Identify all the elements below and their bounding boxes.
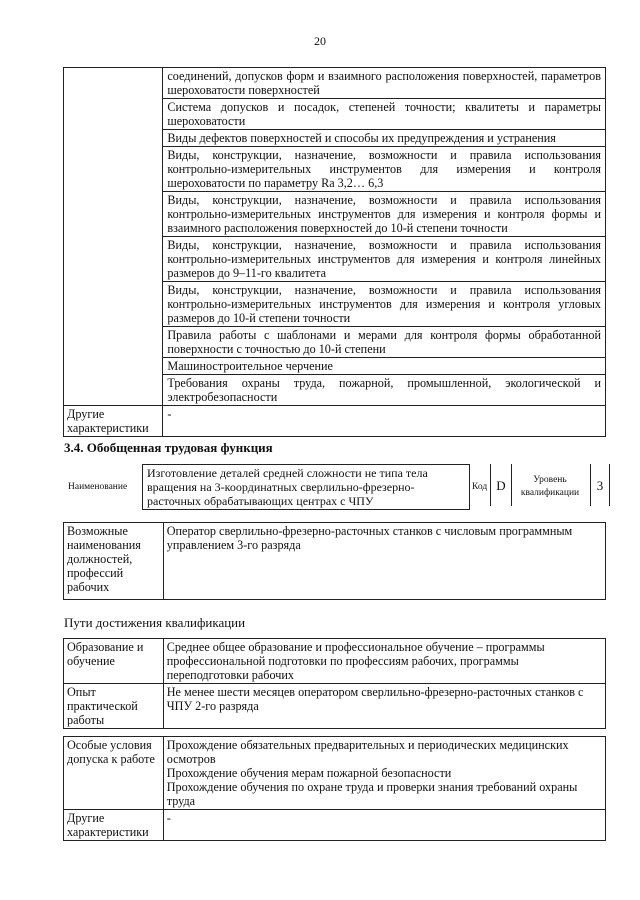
function-name-value: Изготовление деталей средней сложности не типа тела вращения на 3-координатных сверлильно-фрезерно-расточных обрабатывающих центрах с ЧПУ xyxy=(142,464,470,510)
knowledge-item: Требования охраны труда, пожарной, промышленной, экологической и электробезопасности xyxy=(163,375,606,406)
access-item: Прохождение обучения по охране труда и проверки знания требований охраны труда xyxy=(166,780,578,808)
other-characteristics-label: Другие характеристики xyxy=(64,406,163,437)
access-other-label: Другие характеристики xyxy=(64,810,164,841)
empty-label-cell xyxy=(64,68,163,406)
positions-table xyxy=(63,522,606,600)
access-label: Особые условия допуска к работе xyxy=(64,737,164,810)
code-value: D xyxy=(490,464,512,506)
function-header-row xyxy=(64,464,610,508)
page-number: 20 xyxy=(314,34,326,48)
knowledge-item: Виды, конструкции, назначение, возможности и правила использования контрольно-измерительных инструментов для измерения и контроля формы и взаимного расположения поверхностей до 10-й степени точности xyxy=(163,192,606,237)
knowledge-item: Виды дефектов поверхностей и способы их предупреждения и устранения xyxy=(163,130,606,147)
experience-value: Не менее шести месяцев оператором сверлильно-фрезерно-расточных станков с ЧПУ 2-го разряда xyxy=(163,684,605,729)
positions-label: Возможные наименования должностей, профессий рабочих xyxy=(64,523,164,600)
access-items xyxy=(163,737,605,810)
knowledge-item: соединений, допусков форм и взаимного расположения поверхностей, параметров шероховатости поверхностей xyxy=(163,68,606,99)
level-value: 3 xyxy=(590,464,610,506)
name-label: Наименование xyxy=(68,482,128,492)
paths-table xyxy=(63,638,606,729)
paths-heading: Пути достижения квалификации xyxy=(64,615,246,630)
education-value: Среднее общее образование и профессиональное обучение – программы профессиональной подготовки по профессиям рабочих, программы переподготовки рабочих xyxy=(163,639,605,684)
knowledge-item: Система допусков и посадок, степеней точности; квалитеты и параметры шероховатости xyxy=(163,99,606,130)
positions-value: Оператор сверлильно-фрезерно-расточных станков с числовым программным управлением 3-го разряда xyxy=(163,523,605,600)
code-label: Код xyxy=(472,482,488,492)
access-other-value: - xyxy=(163,810,605,841)
knowledge-item: Правила работы с шаблонами и мерами для контроля формы обработанной поверхности с точностью до 10-й степени xyxy=(163,327,606,358)
knowledge-table xyxy=(63,67,606,437)
section-heading: 3.4. Обобщенная трудовая функция xyxy=(64,440,273,455)
knowledge-item: Виды, конструкции, назначение, возможности и правила использования контрольно-измерительных инструментов для измерения и контроля шероховатости по параметру Ra 3,2… 6,3 xyxy=(163,147,606,192)
other-characteristics-value: - xyxy=(163,406,606,437)
education-label: Образование и обучение xyxy=(64,639,164,684)
level-label: Уровень квалификации xyxy=(520,475,580,498)
knowledge-item: Машиностроительное черчение xyxy=(163,358,606,375)
experience-label: Опыт практической работы xyxy=(64,684,164,729)
knowledge-item: Виды, конструкции, назначение, возможности и правила использования контрольно-измерительных инструментов для измерения и контроля угловых размеров до 10-й степени точности xyxy=(163,282,606,327)
access-table xyxy=(63,736,606,841)
knowledge-item: Виды, конструкции, назначение, возможности и правила использования контрольно-измерительных инструментов для измерения и контроля линейных размеров до 9–11-го квалитета xyxy=(163,237,606,282)
access-item: Прохождение обучения мерам пожарной безопасности xyxy=(166,766,452,780)
access-item: Прохождение обязательных предварительных и периодических медицинских осмотров xyxy=(166,738,569,766)
